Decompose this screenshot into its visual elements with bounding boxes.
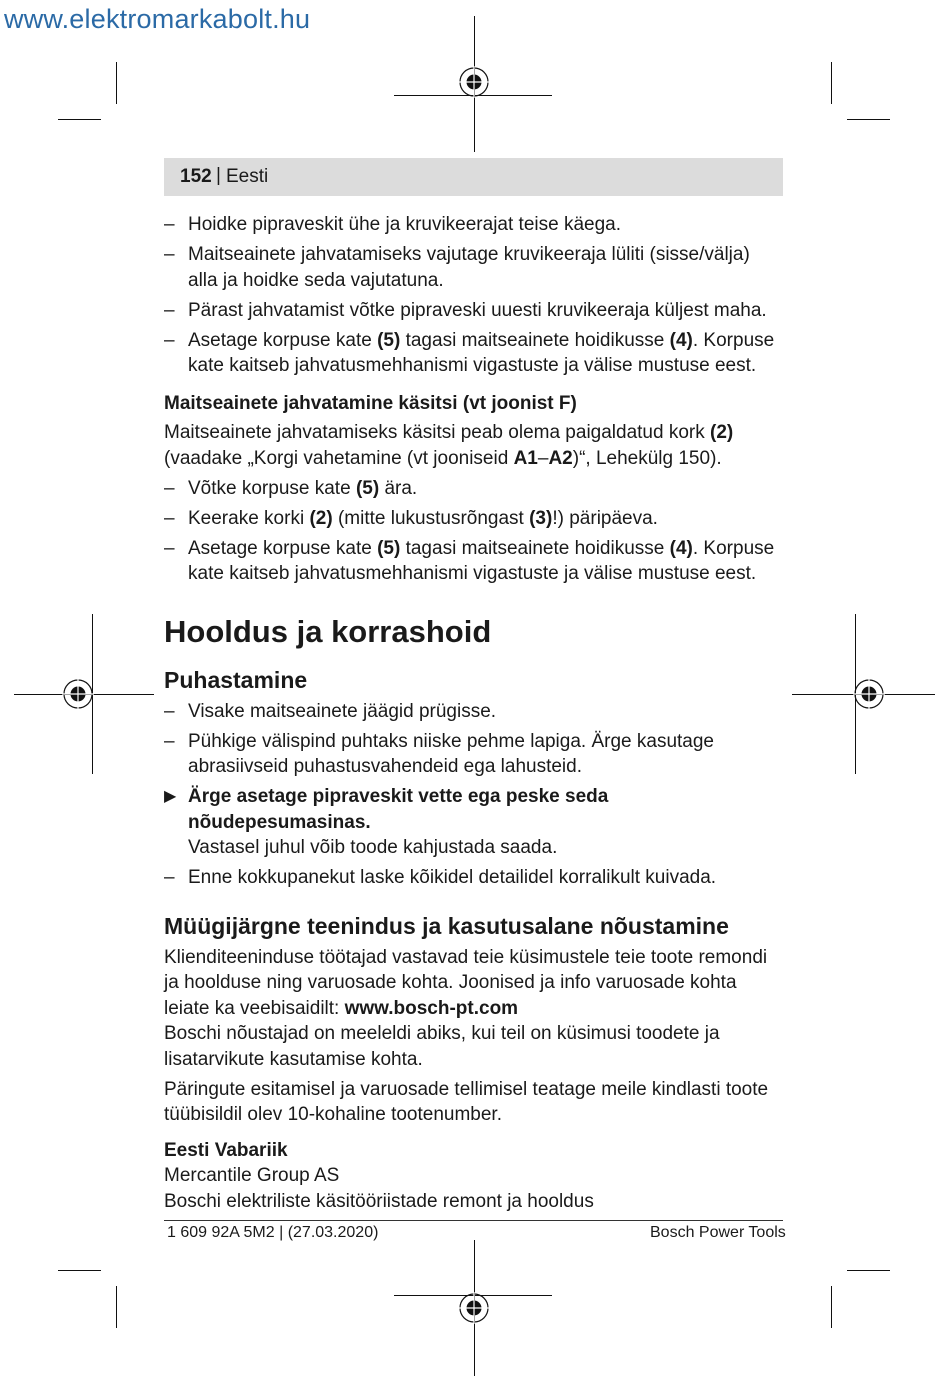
- text: Keerake korki: [188, 507, 310, 529]
- text: ära.: [379, 477, 418, 499]
- list-item-text: Enne kokkupanekut laske kõikidel detailidel korralikult kuivada.: [188, 867, 717, 888]
- watermark-url: www.elektromarkabolt.hu: [4, 4, 311, 34]
- text: (mitte lukustusrõngast: [332, 507, 530, 529]
- dash-bullet: –: [164, 477, 175, 499]
- list-item-text: Visake maitseainete jäägid prügisse.: [188, 700, 497, 722]
- figure-ref: A2: [548, 447, 573, 469]
- list-item: [164, 476, 784, 502]
- dash-bullet: –: [164, 507, 175, 529]
- text: Maitseainete jahvatamiseks käsitsi peab olema paigaldatud kork: [164, 422, 711, 443]
- footer-brand: Bosch Power Tools: [650, 1224, 786, 1241]
- list-item-text: Pühkige välispind puhtaks niiske pehme lapiga. Ärge kasutage abrasiivseid puhastusvahendeid ega lahusteid.: [188, 730, 714, 777]
- dash-bullet: –: [164, 299, 175, 321]
- text: Boschi nõustajad on meeleldi abiks, kui teil on küsimusi toodete ja lisatarvikute kasutamise kohta.: [164, 1023, 720, 1070]
- text: Asetage korpuse kate: [188, 537, 378, 559]
- text: . Korpuse kate kaitseb jahvatusmehhanismi vigastuste ja välise mustuse eest.: [188, 537, 775, 584]
- section-title: Hooldus ja korrashoid: [164, 613, 492, 649]
- section-heading: Puhastamine: [164, 666, 308, 693]
- list-item: [164, 536, 784, 587]
- figure-ref: A1: [513, 447, 538, 469]
- list-item: [164, 729, 784, 780]
- list-item: [164, 298, 784, 324]
- part-ref: (4): [669, 537, 693, 559]
- list-item-text: Pärast jahvatamist võtke pipraveski uuesti kruvikeeraja küljest maha.: [188, 299, 767, 321]
- footer-divider: [164, 1220, 783, 1221]
- part-ref: (4): [669, 329, 693, 351]
- page-content: [164, 212, 784, 1214]
- header-separator: |: [216, 165, 221, 186]
- section-heading: Müügijärgne teenindus ja kasutusalane nõustamine: [164, 912, 729, 939]
- part-ref: (5): [355, 477, 380, 499]
- list-item: [164, 242, 784, 293]
- part-ref: (5): [377, 537, 401, 559]
- warning-triangle-icon: ▶: [164, 788, 177, 805]
- registration-mark-top: [458, 66, 490, 98]
- section-subheading: Maitseainete jahvatamine käsitsi (vt joonist F): [164, 392, 577, 414]
- text: Võtke korpuse kate: [188, 477, 356, 499]
- page-number: 152: [180, 166, 212, 187]
- list-item: [164, 328, 784, 379]
- paragraph: [164, 420, 784, 471]
- list-item-text: Asetage korpuse kate: [188, 329, 378, 351]
- company-description: Boschi elektriliste käsitööriistade remont ja hooldus: [164, 1190, 594, 1212]
- list-item: [164, 212, 784, 238]
- part-ref: (2): [309, 507, 333, 529]
- dash-bullet: –: [164, 329, 175, 351]
- page-header: [164, 158, 783, 196]
- paragraph: [164, 945, 784, 1073]
- warning-item: [164, 784, 784, 861]
- dash-bullet: –: [164, 537, 175, 559]
- text: )“, Lehekülg 150).: [572, 447, 722, 469]
- header-language: Eesti: [226, 166, 269, 187]
- part-ref: (3): [529, 507, 553, 529]
- footer-doc-id: 1 609 92A 5M2 | (27.03.2020): [167, 1224, 379, 1241]
- text: !) päripäeva.: [552, 507, 658, 529]
- website-link[interactable]: www.bosch-pt.com: [344, 997, 519, 1019]
- dash-bullet: –: [164, 244, 175, 265]
- registration-mark-left: [62, 678, 94, 710]
- list-item-text: Maitseainete jahvatamiseks vajutage kruvikeeraja lüliti (sisse/välja) alla ja hoidke seda vajutatuna.: [188, 244, 750, 291]
- company-name: Mercantile Group AS: [164, 1165, 340, 1186]
- text: Klienditeeninduse töötajad vastavad teie küsimustele teie toote remondi ja hoolduse ning varuosade kohta. Joonised ja info varuosade kohta leiate ka veebisaidilt:: [164, 946, 768, 1019]
- dash-bullet: –: [164, 867, 175, 888]
- registration-mark-bottom: [458, 1292, 490, 1324]
- country-heading: Eesti Vabariik: [164, 1139, 288, 1161]
- list-item: [164, 699, 784, 725]
- dash-bullet: –: [164, 700, 175, 722]
- part-ref: (2): [710, 422, 734, 443]
- text: –: [537, 447, 549, 469]
- text: tagasi maitseainete hoidikusse: [400, 537, 670, 559]
- list-item-text: tagasi maitseainete hoidikusse: [400, 329, 670, 351]
- dash-bullet: –: [164, 730, 175, 752]
- list-item: [164, 865, 784, 891]
- warning-text: Ärge asetage pipraveskit vette ega peske seda nõudepesumasinas.: [188, 786, 609, 833]
- list-item-text: Hoidke pipraveskit ühe ja kruvikeerajat teise käega.: [188, 214, 622, 235]
- part-ref: (5): [377, 329, 401, 351]
- paragraph: [164, 1077, 784, 1128]
- dash-bullet: –: [164, 214, 175, 235]
- list-item: [164, 506, 784, 532]
- warning-detail: Vastasel juhul võib toode kahjustada saada.: [188, 837, 558, 858]
- list-item-text: . Korpuse kate kaitseb jahvatusmehhanismi vigastuste ja välise mustuse eest.: [188, 329, 775, 376]
- registration-mark-right: [853, 678, 885, 710]
- text: Päringute esitamisel ja varuosade tellimisel teatage meile kindlasti toote tüübisildil olev 10-kohaline tootenumber.: [164, 1078, 769, 1125]
- text: (vaadake „Korgi vahetamine (vt jooniseid: [164, 447, 514, 469]
